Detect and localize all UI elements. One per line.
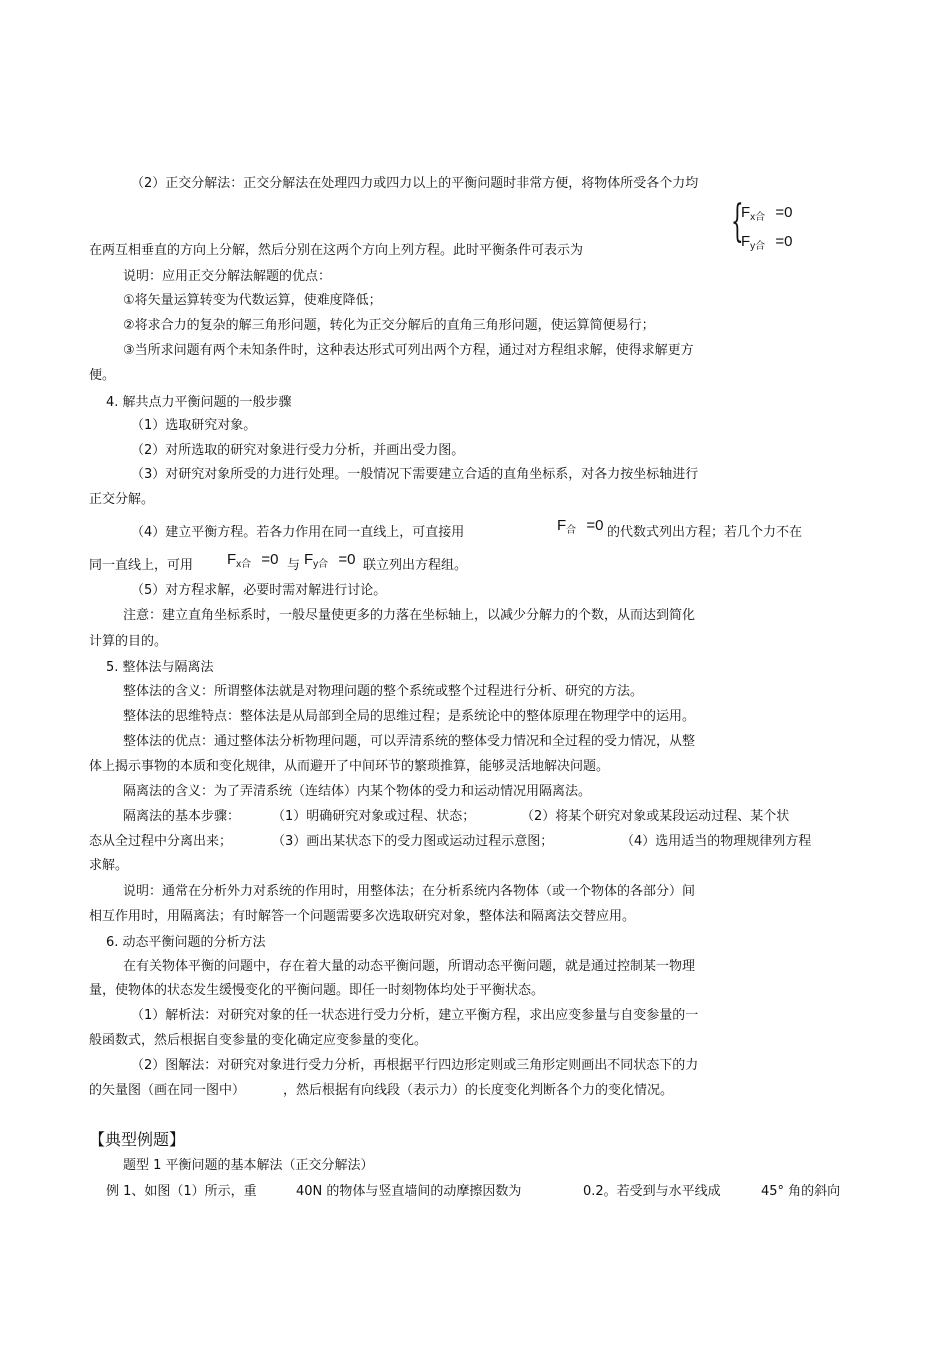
force-symbol: F — [557, 517, 567, 534]
text-line: 计算的目的。 — [89, 634, 168, 649]
force-symbol: F — [304, 551, 314, 568]
text-line: （2）图解法：对研究对象进行受力分析，再根据平行四边形定则或三角形定则画出不同状态下的力 — [131, 1058, 699, 1073]
text-line: 与 — [287, 558, 301, 573]
text-line: 态从全过程中分离出来； — [89, 834, 233, 849]
equation-f-he — [557, 517, 603, 536]
equals-zero: =0 — [586, 517, 604, 534]
text-line: ①将矢量运算转变为代数运算，使难度降低； — [123, 293, 382, 308]
section-heading: 6. 动态平衡问题的分析方法 — [106, 935, 266, 950]
text-line: 整体法的优点：通过整体法分析物理问题，可以弄清系统的整体受力情况和全过程的受力情况，从整 — [123, 734, 696, 749]
text-line: 量，使物体的状态发生缓慢变化的平衡问题。即任一时刻物体均处于平衡状态。 — [89, 983, 545, 998]
text-line: （2）正交分解法：正交分解法在处理四力或四力以上的平衡问题时非常方便，将物体所受各个力均 — [131, 176, 699, 191]
text-line: 同一直线上，可用 — [89, 558, 194, 573]
text-line: 注意：建立直角坐标系时，一般尽量使更多的力落在坐标轴上，以减少分解力的个数，从而达到简化 — [123, 608, 696, 623]
text-line: 例 1、如图（1）所示，重 — [106, 1184, 257, 1199]
text-line: （2）将某个研究对象或某段运动过程、某个状 — [521, 809, 790, 824]
equation-fy — [741, 233, 792, 252]
text-line: 隔离法的基本步骤： — [123, 809, 241, 824]
text-line: 40N 的物体与竖直墙间的动摩擦因数为 — [296, 1184, 522, 1199]
text-line: ③当所求问题有两个未知条件时，这种表达形式可列出两个方程，通过对方程组求解，使得求解更方 — [123, 343, 694, 358]
text-line: 说明：通常在分析外力对系统的作用时，用整体法；在分析系统内各物体（或一个物体的各部分）间 — [123, 884, 696, 899]
text-line: 整体法的含义：所谓整体法就是对物理问题的整个系统或整个过程进行分析、研究的方法。 — [123, 684, 644, 699]
subscript: x合 — [750, 212, 766, 223]
text-line: ，然后根据有向线段（表示力）的长度变化判断各个力的变化情况。 — [283, 1083, 674, 1098]
force-symbol: F — [741, 233, 751, 250]
equals-zero: =0 — [775, 204, 793, 221]
text-line: （4）选用适当的物理规律列方程 — [621, 834, 812, 849]
text-line: 整体法的思维特点：整体法是从局部到全局的思维过程；是系统论中的整体原理在物理学中的运用。 — [123, 709, 696, 724]
text-line: （1）解析法：对研究对象的任一状态进行受力分析，建立平衡方程，求出应变参量与自变参量的一 — [131, 1008, 699, 1023]
text-line: 隔离法的含义：为了弄清系统（连结体）内某个物体的受力和运动情况用隔离法。 — [123, 784, 592, 799]
text-line: 的代数式列出方程；若几个力不在 — [607, 525, 803, 540]
force-symbol: F — [227, 551, 237, 568]
text-line: （5）对方程求解，必要时需对解进行讨论。 — [131, 583, 387, 598]
text-line: （3）画出某状态下的受力图或运动过程示意图； — [272, 834, 554, 849]
text-line: 正交分解。 — [89, 492, 155, 507]
equals-zero: =0 — [338, 551, 356, 568]
text-line: ②将求合力的复杂的解三角形问题，转化为正交分解后的直角三角形问题，使运算简便易行； — [123, 318, 655, 333]
section-heading: 4. 解共点力平衡问题的一般步骤 — [106, 395, 292, 410]
text-line: （1）明确研究对象或过程、状态； — [272, 809, 476, 824]
subscript: y合 — [750, 241, 766, 252]
text-line: （3）对研究对象所受的力进行处理。一般情况下需要建立合适的直角坐标系，对各力按坐标轴进行 — [131, 467, 699, 482]
text-line: 在有关物体平衡的问题中，存在着大量的动态平衡问题，所谓动态平衡问题，就是通过控制某一物理 — [123, 959, 696, 974]
text-line: 便。 — [89, 368, 116, 383]
text-line: （1）选取研究对象。 — [131, 418, 257, 433]
text-line: 0.2。若受到与水平线成 — [583, 1184, 721, 1199]
equation-fx — [741, 204, 792, 223]
text-line: （2）对所选取的研究对象进行受力分析，并画出受力图。 — [131, 443, 465, 458]
equation-fy-inline — [304, 551, 355, 570]
section-heading: 5. 整体法与隔离法 — [106, 660, 214, 675]
subscript: x合 — [236, 559, 252, 570]
force-symbol: F — [741, 204, 751, 221]
equals-zero: =0 — [775, 233, 793, 250]
text-line: 般函数式，然后根据自变参量的变化确定应变参量的变化。 — [89, 1033, 428, 1048]
text-line: 求解。 — [89, 858, 129, 873]
subscript: 合 — [566, 525, 577, 536]
equals-zero: =0 — [261, 551, 279, 568]
text-line: 在两互相垂直的方向上分解，然后分别在这两个方向上列方程。此时平衡条件可表示为 — [89, 243, 584, 258]
text-line: 相互作用时，用隔离法；有时解答一个问题需要多次选取研究对象，整体法和隔离法交替应用。 — [89, 909, 636, 924]
subscript: y合 — [313, 559, 329, 570]
text-line: 45° 角的斜向 — [761, 1184, 841, 1199]
text-line: 说明：应用正交分解法解题的优点： — [123, 269, 332, 284]
text-line: 的矢量图（画在同一图中） — [89, 1083, 246, 1098]
text-line: 体上揭示事物的本质和变化规律，从而避开了中间环节的繁琐推算，能够灵活地解决问题。 — [89, 759, 610, 774]
text-line: 联立列出方程组。 — [363, 558, 468, 573]
equation-fx-inline — [227, 551, 278, 570]
examples-heading: 【典型例题】 — [89, 1130, 186, 1149]
text-line: 题型 1 平衡问题的基本解法（正交分解法） — [123, 1158, 374, 1173]
text-line: （4）建立平衡方程。若各力作用在同一直线上，可直接用 — [131, 525, 465, 540]
brace-symbol: { — [731, 196, 744, 247]
